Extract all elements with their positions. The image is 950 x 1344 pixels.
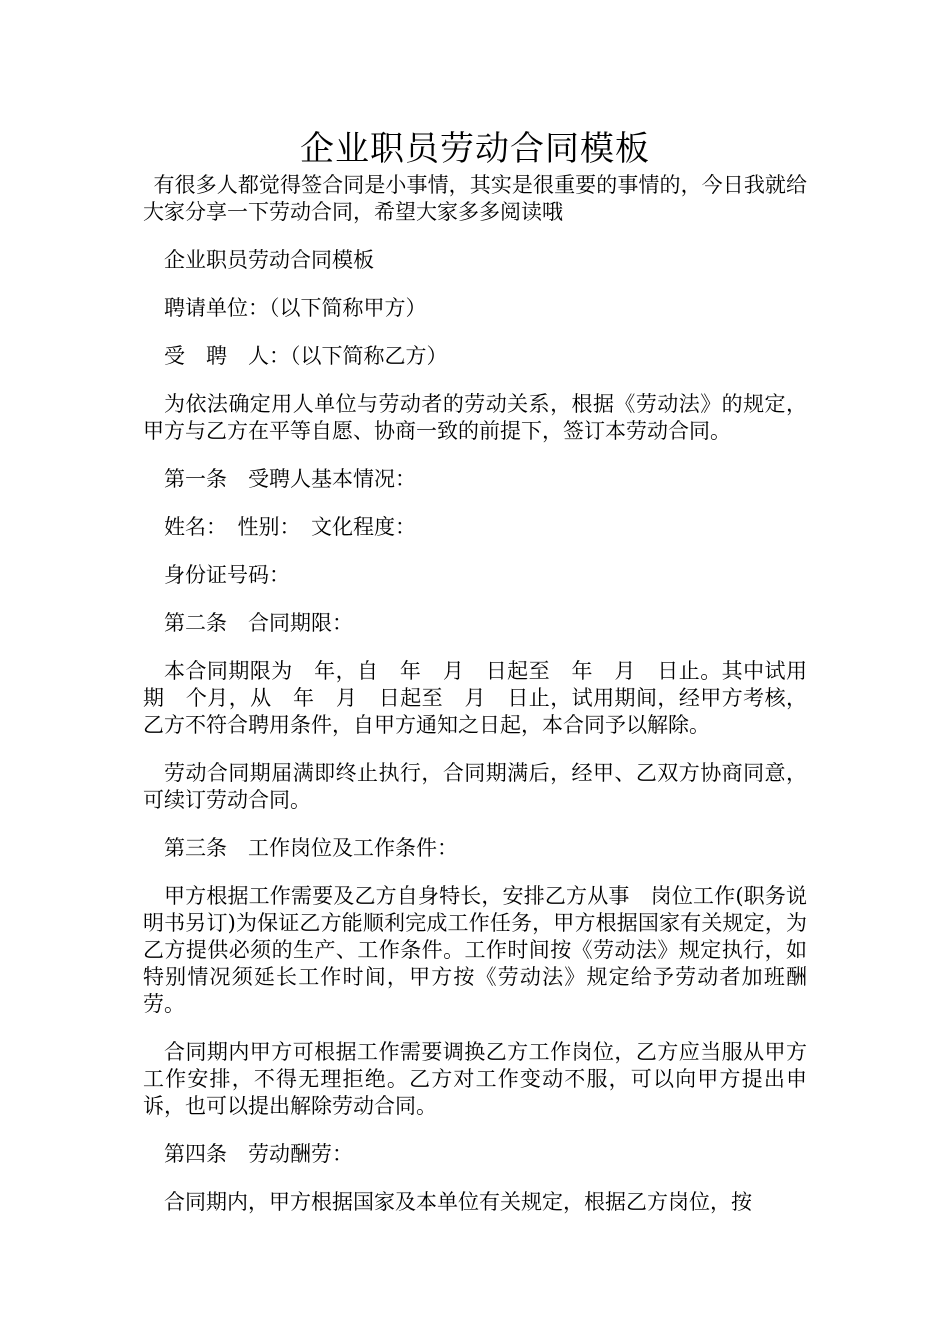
document-body [143, 172, 807, 1216]
article-1-heading: 第一条 受聘人基本情况： [164, 467, 416, 491]
basic-info-line: 姓名： 性别： 文化程度： [164, 515, 416, 539]
document-title: 企业职员劳动合同模板 [300, 129, 650, 169]
article-2-heading: 第二条 合同期限： [164, 611, 353, 635]
preamble-paragraph: 为依法确定用人单位与劳动者的劳动关系，根据《劳动法》的规定，甲方与乙方在平等自愿、协商一致的前提下，签订本劳动合同。 [143, 392, 807, 443]
work-position-paragraph: 甲方根据工作需要及乙方自身特长，安排乙方从事 岗位工作(职务说明书另订)为保证乙方能顺利完成工作任务，甲方根据国家有关规定，为乙方提供必须的生产、工作条件。工作时间按《劳动法》规定执行，如特别情况须延长工作时间，甲方按《劳动法》规定给予劳动者加班酬劳。 [143, 884, 807, 1016]
article-3-heading: 第三条 工作岗位及工作条件： [164, 836, 458, 860]
heading-template-name: 企业职员劳动合同模板 [164, 248, 374, 272]
employee-line: 受 聘 人：（以下简称乙方） [164, 344, 448, 368]
id-number-line: 身份证号码： [164, 563, 290, 587]
article-4-heading: 第四条 劳动酬劳： [164, 1142, 353, 1166]
intro-paragraph: 有很多人都觉得签合同是小事情，其实是很重要的事情的，今日我就给大家分享一下劳动合同，希望大家多多阅读哦 [143, 173, 807, 224]
contract-term-paragraph: 本合同期限为 年，自 年 月 日起至 年 月 日止。其中试用期 个月，从 年 月 日起至 月 日止，试用期间，经甲方考核，乙方不符合聘用条件，自甲方通知之日起，本合同予以解除。 [143, 659, 807, 737]
employer-line: 聘请单位：（以下简称甲方） [164, 296, 427, 320]
remuneration-paragraph: 合同期内，甲方根据国家及本单位有关规定，根据乙方岗位，按 [164, 1190, 752, 1214]
position-change-paragraph: 合同期内甲方可根据工作需要调换乙方工作岗位，乙方应当服从甲方工作安排，不得无理拒绝。乙方对工作变动不服，可以向甲方提出申诉，也可以提出解除劳动合同。 [143, 1040, 807, 1118]
renewal-paragraph: 劳动合同期届满即终止执行，合同期满后，经甲、乙双方协商同意，可续订劳动合同。 [143, 761, 807, 812]
